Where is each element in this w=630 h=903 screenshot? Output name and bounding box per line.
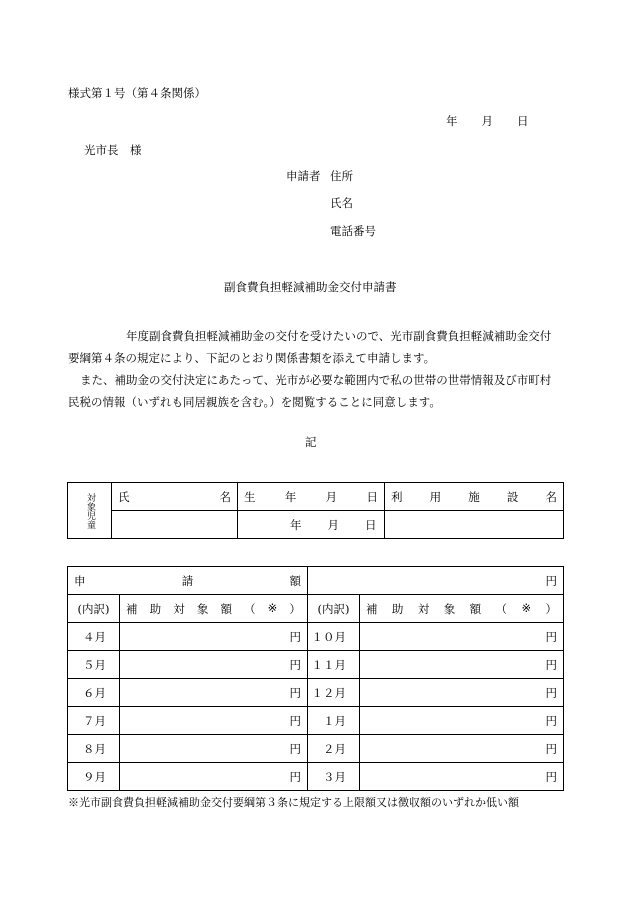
subsidy-label-char: ※ xyxy=(267,600,278,615)
child-side-label: 対象児童 xyxy=(85,492,95,529)
subsidy-label-char: ） xyxy=(545,601,557,616)
month-row xyxy=(68,707,564,735)
child-table xyxy=(67,482,564,539)
applied-label-char: 額 xyxy=(289,573,301,588)
month-amount-field[interactable] xyxy=(360,651,564,679)
breakdown-label-left: (内訳) xyxy=(68,595,120,623)
month-amount-field[interactable] xyxy=(120,623,308,651)
yen-unit: 円 xyxy=(545,573,557,588)
subsidy-label-char: ※ xyxy=(521,600,532,615)
subsidy-label-char: 補 xyxy=(366,601,378,616)
facility-label-char: 利 xyxy=(391,489,403,504)
month-label-right xyxy=(308,651,360,679)
month-label-left xyxy=(68,679,120,707)
month-text: ７月 xyxy=(83,713,106,728)
month-text: １２月 xyxy=(311,685,346,700)
child-name-field[interactable] xyxy=(112,511,238,539)
month-text: １１月 xyxy=(311,657,346,672)
month-row xyxy=(68,735,564,763)
body-paragraph-1 xyxy=(68,325,562,369)
applicant-address-label: 住所 xyxy=(330,169,353,183)
yen-unit: 円 xyxy=(289,741,301,756)
month-text: ４月 xyxy=(83,629,106,644)
month-text: １０月 xyxy=(311,629,346,644)
document-title: 副食費負担軽減補助金交付申請書 xyxy=(224,280,397,294)
month-amount-field[interactable] xyxy=(120,651,308,679)
yen-unit: 円 xyxy=(289,657,301,672)
month-text: ８月 xyxy=(83,741,106,756)
month-text: ９月 xyxy=(83,769,106,784)
month-row xyxy=(68,623,564,651)
yen-unit: 円 xyxy=(289,713,301,728)
subsidy-label-char: 象 xyxy=(196,601,209,616)
month-amount-field[interactable] xyxy=(120,763,308,791)
date-month: 月 xyxy=(481,114,493,128)
month-label-left xyxy=(68,651,120,679)
yen-unit: 円 xyxy=(289,769,301,784)
month-amount-field[interactable] xyxy=(360,679,564,707)
subsidy-label-char: 象 xyxy=(443,601,456,616)
ki-label: 記 xyxy=(305,435,317,449)
amount-table xyxy=(67,566,564,791)
month-text: １月 xyxy=(323,713,346,728)
birth-year-label: 年 xyxy=(290,517,302,532)
applied-label-char: 請 xyxy=(181,573,194,588)
month-label-right xyxy=(308,735,360,763)
month-amount-field[interactable] xyxy=(120,679,308,707)
yen-unit: 円 xyxy=(545,741,557,756)
yen-unit: 円 xyxy=(545,713,557,728)
month-row xyxy=(68,763,564,791)
body-p1-text: 年度副食費負担軽減補助金の交付を受けたいので、光市副食費負担軽減補助金交付要綱第４条の規定により、下記のとおり関係書類を添えて申請します。 xyxy=(68,329,552,365)
applied-amount-header xyxy=(68,567,308,595)
month-amount-field[interactable] xyxy=(360,707,564,735)
form-number: 様式第１号（第４条関係） xyxy=(68,86,206,100)
month-label-right xyxy=(308,623,360,651)
subsidy-label-char: 助 xyxy=(149,601,162,616)
yen-unit: 円 xyxy=(545,657,557,672)
birth-day-label: 日 xyxy=(365,517,377,532)
month-label-left xyxy=(68,707,120,735)
child-facility-field[interactable] xyxy=(385,511,564,539)
footnote: ※光市副食費負担軽減補助金交付要綱第３条に規定する上限額又は徴収額のいずれか低い額 xyxy=(68,796,519,809)
birth-label-char: 日 xyxy=(366,489,378,504)
subsidy-label-char: 対 xyxy=(417,601,430,616)
month-row xyxy=(68,679,564,707)
birth-label-char: 年 xyxy=(284,489,297,504)
month-text: ３月 xyxy=(323,769,346,784)
month-amount-field[interactable] xyxy=(360,623,564,651)
yen-unit: 円 xyxy=(545,629,557,644)
birth-label-char: 月 xyxy=(325,489,338,504)
month-label-left xyxy=(68,763,120,791)
subsidy-label-char: 額 xyxy=(220,601,232,616)
breakdown-label-right: (内訳) xyxy=(308,595,360,623)
date-line xyxy=(446,116,529,128)
month-label-left xyxy=(68,623,120,651)
month-amount-field[interactable] xyxy=(120,707,308,735)
child-name-header xyxy=(112,483,238,511)
subsidy-label-char: 補 xyxy=(126,601,138,616)
subsidy-label-char: ） xyxy=(289,601,301,616)
subsidy-label-char: （ xyxy=(244,601,256,616)
applicant-name-label: 氏名 xyxy=(330,196,353,210)
facility-label-char: 名 xyxy=(545,489,557,504)
month-text: ５月 xyxy=(83,657,106,672)
birth-month-label: 月 xyxy=(327,517,339,532)
facility-label-char: 設 xyxy=(506,489,519,504)
month-amount-field[interactable] xyxy=(360,735,564,763)
facility-label-char: 用 xyxy=(429,489,442,504)
date-year: 年 xyxy=(446,114,458,128)
name-label-char: 氏 xyxy=(118,489,130,504)
subsidy-label-char: 助 xyxy=(391,601,404,616)
month-amount-field[interactable] xyxy=(360,763,564,791)
child-birth-field[interactable] xyxy=(238,511,385,539)
subsidy-label-char: （ xyxy=(495,601,508,616)
facility-label-char: 施 xyxy=(468,489,480,504)
subsidy-label-char: 額 xyxy=(469,601,482,616)
birth-label-char: 生 xyxy=(244,489,256,504)
name-label-char: 名 xyxy=(219,489,231,504)
month-amount-field[interactable] xyxy=(120,735,308,763)
month-label-right xyxy=(308,763,360,791)
subsidy-target-header-right xyxy=(360,595,564,623)
applied-amount-field[interactable] xyxy=(308,567,564,595)
child-side-label-cell xyxy=(68,483,112,539)
month-label-right xyxy=(308,679,360,707)
month-label-left xyxy=(68,735,120,763)
month-label-right xyxy=(308,707,360,735)
yen-unit: 円 xyxy=(545,685,557,700)
subsidy-label-char: 対 xyxy=(173,601,185,616)
subsidy-target-header-left xyxy=(120,595,308,623)
child-birth-header xyxy=(238,483,385,511)
yen-unit: 円 xyxy=(289,629,301,644)
applicant-label: 申請者 xyxy=(286,169,321,183)
month-text: ２月 xyxy=(323,741,346,756)
yen-unit: 円 xyxy=(289,685,301,700)
date-day: 日 xyxy=(517,114,529,128)
month-text: ６月 xyxy=(83,685,106,700)
month-row xyxy=(68,651,564,679)
applicant-phone-label: 電話番号 xyxy=(330,224,376,238)
addressee: 光市長 様 xyxy=(84,143,142,157)
child-facility-header xyxy=(385,483,564,511)
yen-unit: 円 xyxy=(545,769,557,784)
body-paragraph-2: また、補助金の交付決定にあたって、光市が必要な範囲内で私の世帯の世帯情報及び市町村民税の情報（いずれも同居親族を含む。）を閲覧することに同意します。 xyxy=(68,373,552,409)
applied-label-char: 申 xyxy=(74,573,86,588)
